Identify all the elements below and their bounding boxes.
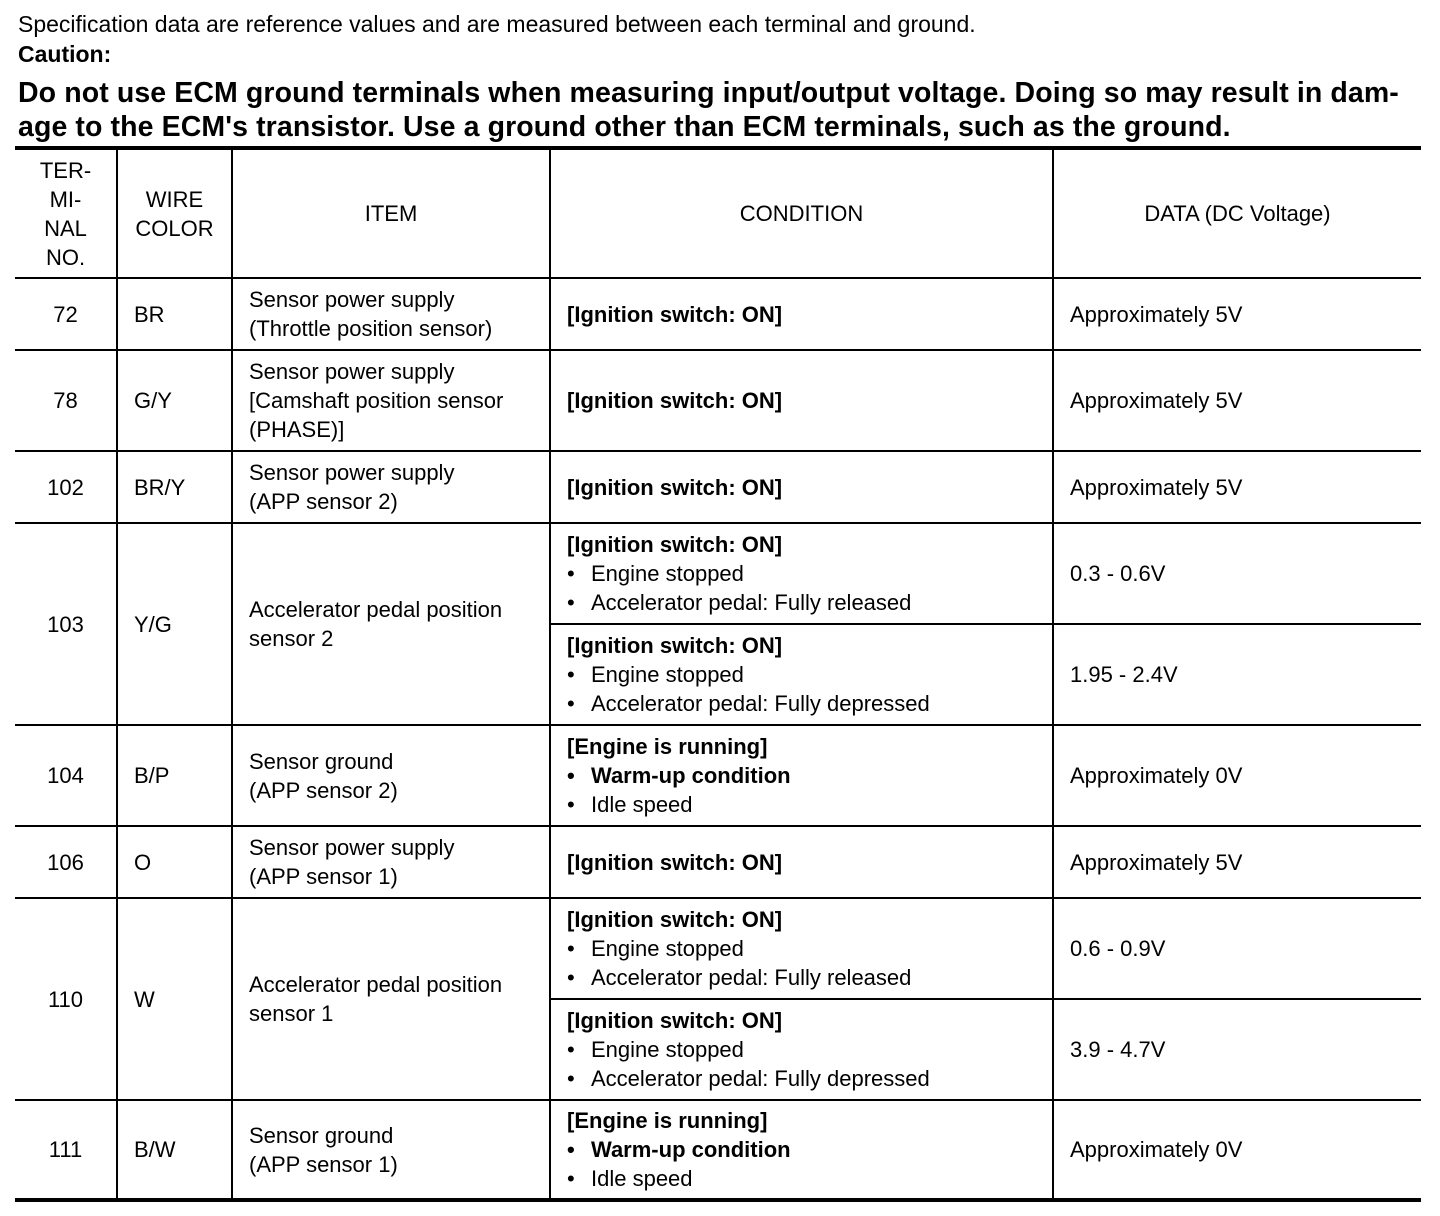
item-line: Accelerator pedal position bbox=[249, 972, 503, 997]
item-line: (APP sensor 2) bbox=[249, 777, 398, 803]
table-row bbox=[15, 523, 1421, 624]
item-line: (Throttle position sensor) bbox=[249, 316, 493, 341]
item-line: sensor 1 bbox=[249, 1001, 334, 1026]
condition-cell bbox=[550, 1100, 1053, 1200]
item-cell bbox=[232, 350, 550, 451]
condition-bullets bbox=[567, 1135, 1036, 1193]
condition-bullet: • Idle speed bbox=[567, 1164, 1036, 1193]
table-row bbox=[15, 350, 1421, 451]
terminal-no-cell: 106 bbox=[15, 826, 117, 898]
data-value-cell: Approximately 5V bbox=[1053, 451, 1421, 523]
data-value-cell: 0.6 - 0.9V bbox=[1053, 898, 1421, 999]
header-terminal-line: MI- bbox=[49, 186, 82, 212]
item-line: Accelerator pedal position bbox=[249, 597, 503, 622]
header-wire-color bbox=[117, 148, 232, 278]
terminal-no-cell: 102 bbox=[15, 451, 117, 523]
item-line: (APP sensor 2) bbox=[249, 489, 398, 514]
item-cell bbox=[232, 523, 550, 725]
terminal-no-cell: 78 bbox=[15, 350, 117, 451]
data-value-cell: 3.9 - 4.7V bbox=[1053, 999, 1421, 1100]
condition-bullet: • Engine stopped bbox=[567, 660, 1036, 689]
terminal-no-cell: 104 bbox=[15, 725, 117, 826]
intro-text: Specification data are reference values and are measured between each terminal and ground. bbox=[18, 11, 976, 37]
condition-cell bbox=[550, 898, 1053, 999]
data-value-cell: Approximately 5V bbox=[1053, 350, 1421, 451]
condition-cell bbox=[550, 523, 1053, 624]
item-line: (PHASE)] bbox=[249, 417, 345, 442]
item-line: Sensor ground bbox=[249, 748, 394, 774]
header-terminal-line: NO. bbox=[45, 244, 86, 270]
item-line: Sensor power supply bbox=[249, 835, 455, 860]
item-line: [Camshaft position sensor bbox=[249, 388, 504, 413]
table-body bbox=[15, 278, 1421, 1200]
header-data: DATA (DC Voltage) bbox=[1053, 148, 1421, 278]
condition-cell bbox=[550, 350, 1053, 451]
item-cell bbox=[232, 725, 550, 826]
table-row bbox=[15, 451, 1421, 523]
wire-color-cell: W bbox=[117, 898, 232, 1100]
item-line: Sensor power supply bbox=[249, 460, 455, 485]
wire-color-cell: BR/Y bbox=[117, 451, 232, 523]
condition-heading: [Ignition switch: ON] bbox=[567, 474, 783, 500]
condition-bullets bbox=[567, 660, 1036, 718]
condition-bullet: • Engine stopped bbox=[567, 934, 1036, 963]
condition-cell bbox=[550, 999, 1053, 1100]
condition-bullet: • Accelerator pedal: Fully depressed bbox=[567, 1064, 1036, 1093]
condition-cell bbox=[550, 826, 1053, 898]
data-value-cell: Approximately 5V bbox=[1053, 826, 1421, 898]
item-line: (APP sensor 1) bbox=[249, 864, 398, 889]
header-terminal-line: NAL bbox=[44, 215, 87, 241]
terminal-no-cell: 103 bbox=[15, 523, 117, 725]
condition-bullets bbox=[567, 934, 1036, 992]
condition-bullets bbox=[567, 1035, 1036, 1093]
header-wire-line: COLOR bbox=[135, 215, 214, 241]
condition-cell bbox=[550, 725, 1053, 826]
caution-line-2: age to the ECM's transistor. Use a ground other than ECM terminals, such as the ground. bbox=[18, 111, 1231, 143]
condition-bullet: • Engine stopped bbox=[567, 1035, 1036, 1064]
data-value-cell: Approximately 0V bbox=[1053, 725, 1421, 826]
caution-label: Caution: bbox=[18, 41, 112, 67]
terminal-no-cell: 72 bbox=[15, 278, 117, 350]
wire-color-cell: B/W bbox=[117, 1100, 232, 1200]
condition-bullet: • Accelerator pedal: Fully released bbox=[567, 963, 1036, 992]
condition-heading: [Ignition switch: ON] bbox=[567, 1008, 783, 1033]
item-line: Sensor power supply bbox=[249, 287, 455, 312]
condition-heading: [Ignition switch: ON] bbox=[567, 633, 783, 658]
wire-color-cell: G/Y bbox=[117, 350, 232, 451]
table-row bbox=[15, 725, 1421, 826]
condition-cell bbox=[550, 278, 1053, 350]
terminal-spec-table bbox=[15, 146, 1421, 1202]
item-cell bbox=[232, 826, 550, 898]
item-cell bbox=[232, 1100, 550, 1200]
data-value-cell: Approximately 5V bbox=[1053, 278, 1421, 350]
condition-bullet: • Warm-up condition bbox=[567, 1135, 1036, 1164]
item-cell bbox=[232, 898, 550, 1100]
wire-color-cell: B/P bbox=[117, 725, 232, 826]
table-row bbox=[15, 1100, 1421, 1200]
data-value-cell: 0.3 - 0.6V bbox=[1053, 523, 1421, 624]
item-line: Sensor power supply bbox=[249, 359, 455, 384]
caution-text bbox=[18, 76, 1428, 144]
condition-bullet: • Engine stopped bbox=[567, 559, 1036, 588]
terminal-no-cell: 111 bbox=[15, 1100, 117, 1200]
table-header-row bbox=[15, 148, 1421, 278]
header-condition: CONDITION bbox=[550, 148, 1053, 278]
item-cell bbox=[232, 278, 550, 350]
condition-heading: [Ignition switch: ON] bbox=[567, 849, 783, 875]
condition-bullets bbox=[567, 761, 1036, 819]
condition-cell bbox=[550, 451, 1053, 523]
condition-bullets bbox=[567, 559, 1036, 617]
condition-bullet: • Accelerator pedal: Fully released bbox=[567, 588, 1036, 617]
wire-color-cell: BR bbox=[117, 278, 232, 350]
condition-bullet: • Warm-up condition bbox=[567, 761, 1036, 790]
condition-bullet: • Idle speed bbox=[567, 790, 1036, 819]
condition-cell bbox=[550, 624, 1053, 725]
condition-bullet: • Accelerator pedal: Fully depressed bbox=[567, 689, 1036, 718]
condition-heading: [Ignition switch: ON] bbox=[567, 301, 783, 327]
table-row bbox=[15, 826, 1421, 898]
item-line: sensor 2 bbox=[249, 626, 334, 651]
header-wire-line: WIRE bbox=[145, 186, 204, 212]
item-cell bbox=[232, 451, 550, 523]
data-value-cell: 1.95 - 2.4V bbox=[1053, 624, 1421, 725]
header-terminal-line: TER- bbox=[39, 157, 92, 183]
terminal-no-cell: 110 bbox=[15, 898, 117, 1100]
item-line: Sensor ground bbox=[249, 1122, 394, 1148]
header-terminal-no bbox=[15, 148, 117, 278]
condition-heading: [Engine is running] bbox=[567, 734, 768, 759]
wire-color-cell: Y/G bbox=[117, 523, 232, 725]
item-line: (APP sensor 1) bbox=[249, 1151, 398, 1177]
condition-heading: [Engine is running] bbox=[567, 1108, 768, 1133]
condition-heading: [Ignition switch: ON] bbox=[567, 532, 783, 557]
condition-heading: [Ignition switch: ON] bbox=[567, 388, 783, 413]
header-item: ITEM bbox=[232, 148, 550, 278]
caution-line-1: Do not use ECM ground terminals when measuring input/output voltage. Doing so may result in dam- bbox=[18, 77, 1399, 109]
data-value-cell: Approximately 0V bbox=[1053, 1100, 1421, 1200]
table-row bbox=[15, 278, 1421, 350]
table-row bbox=[15, 898, 1421, 999]
wire-color-cell: O bbox=[117, 826, 232, 898]
condition-heading: [Ignition switch: ON] bbox=[567, 907, 783, 932]
